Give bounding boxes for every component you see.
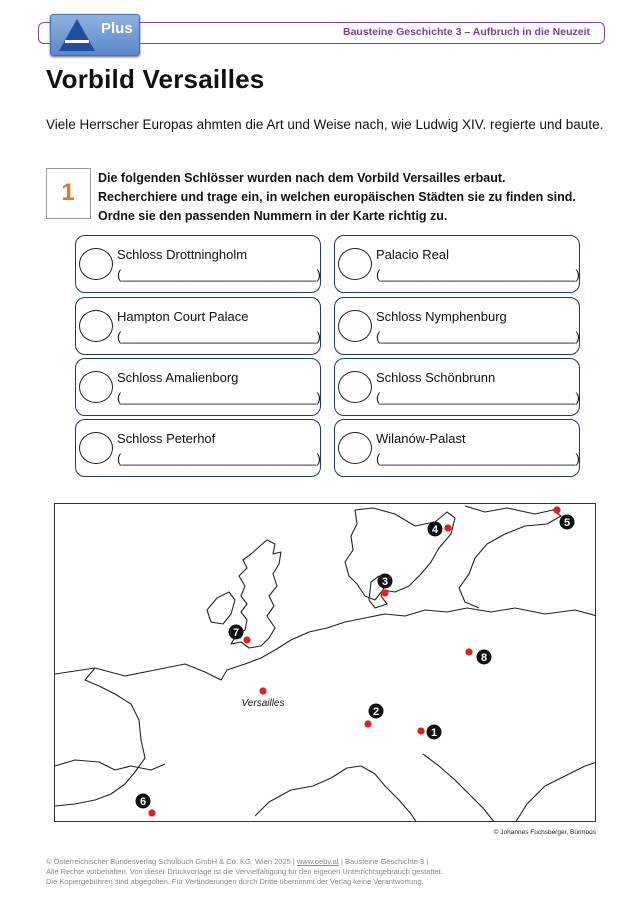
task-instructions: [98, 169, 576, 226]
footer-copyright: © Österreichischer Bundesverlag Schulbuch GmbH & Co. KG. Wien 2025 |: [46, 857, 297, 866]
svg-text:3: 3: [381, 576, 389, 588]
map-marker-3: [378, 574, 393, 589]
castle-name: Hampton Court Palace: [117, 309, 249, 324]
svg-text:2: 2: [372, 706, 380, 718]
svg-text:8: 8: [480, 652, 488, 664]
ireland-outline: [207, 592, 235, 624]
city-blank-field[interactable]: (___________________________): [376, 390, 580, 405]
task-number: 1: [61, 179, 75, 206]
map-marker-1: [427, 725, 442, 740]
triangle-logo-icon: [59, 19, 95, 51]
castle-card: [334, 358, 580, 416]
map-marker-2: [369, 704, 384, 719]
task-line: Ordne sie den passenden Nummern in der Karte richtig zu.: [98, 209, 448, 223]
location-dot-2: [364, 720, 371, 727]
location-dot-6: [148, 809, 155, 816]
svg-text:7: 7: [232, 627, 240, 639]
italy-coast-outline: [255, 766, 417, 822]
logo-bar: [65, 40, 89, 43]
number-circle-field[interactable]: [79, 371, 113, 403]
footer: [46, 857, 443, 887]
map-marker-8: [477, 650, 492, 665]
castle-name: Schloss Peterhof: [117, 431, 216, 446]
footer-line-1: [46, 857, 443, 867]
svg-text:5: 5: [563, 517, 571, 529]
location-dot-5: [553, 506, 560, 513]
castle-name: Schloss Amalienborg: [117, 370, 239, 385]
castle-card: [75, 297, 321, 355]
location-dots: [148, 506, 560, 816]
number-circle-field[interactable]: [338, 248, 372, 280]
footer-line-3: Die Kopiergebühren sind abgegolten. Für Veränderungen durch Dritte übernimmt der Verlag keine Verantwortung.: [46, 877, 424, 886]
location-dot-7: [243, 636, 250, 643]
city-blank-field[interactable]: (___________________________): [117, 451, 321, 466]
continent-coast-outline: [55, 608, 596, 680]
task-line: Recherchiere und trage ein, in welchen europäischen Städten sie zu finden sind.: [98, 190, 576, 204]
footer-line-2: Alle Rechte vorbehalten. Von dieser Druckvorlage ist die Vervielfältigung für den eigenen Unterrichtsgebrauch gestattet.: [46, 867, 443, 876]
task-line: Die folgenden Schlösser wurden nach dem Vorbild Versailles erbaut.: [98, 171, 506, 185]
city-blank-field[interactable]: (___________________________): [117, 329, 321, 344]
castle-name: Schloss Nymphenburg: [376, 309, 507, 324]
number-circle-field[interactable]: [79, 248, 113, 280]
city-blank-field[interactable]: (___________________________): [117, 390, 321, 405]
castle-card: [334, 235, 580, 293]
castle-card: [75, 358, 321, 416]
map-credit: © Johannes Fuchsberger, Bürmoos: [493, 829, 596, 836]
castle-card: [75, 419, 321, 477]
castle-name: Schloss Drottningholm: [117, 247, 248, 262]
adriatic-coast-outline: [423, 754, 495, 822]
map-marker-4: [428, 522, 443, 537]
europe-outline-map: [55, 504, 596, 822]
location-dot-1: [417, 727, 424, 734]
city-blank-field[interactable]: (___________________________): [376, 267, 580, 282]
publisher-link[interactable]: www.oebv.at: [296, 857, 339, 866]
map-marker-7: [229, 625, 244, 640]
location-dot-3: [381, 589, 388, 596]
versailles-label: Versailles: [241, 698, 285, 709]
europe-map: [54, 503, 596, 822]
svg-text:4: 4: [431, 524, 439, 536]
map-marker-6: [136, 794, 151, 809]
map-marker-5: [560, 515, 575, 530]
intro-text: Viele Herrscher Europas ahmten die Art und Weise nach, wie Ludwig XIV. regierte und baute.: [46, 117, 604, 132]
publisher-logo: [50, 14, 140, 56]
logo-text: Plus: [101, 20, 133, 37]
castle-card: [75, 235, 321, 293]
castle-name: Wilanów-Palast: [376, 431, 466, 446]
city-blank-field[interactable]: (___________________________): [376, 329, 580, 344]
location-dot-4: [444, 524, 451, 531]
number-circle-field[interactable]: [79, 432, 113, 464]
scandinavia-outline: [345, 508, 455, 600]
location-dot-8: [465, 648, 472, 655]
location-dot-versailles: [259, 687, 266, 694]
footer-series: | Bausteine Geschichte 3 |: [338, 857, 429, 866]
castle-name: Palacio Real: [376, 247, 449, 262]
number-circle-field[interactable]: [79, 310, 113, 342]
task-number-box: [46, 168, 91, 219]
svg-text:1: 1: [430, 727, 438, 739]
finland-coast-outline: [459, 506, 561, 608]
svg-text:6: 6: [139, 796, 147, 808]
balkan-coast-outline: [515, 762, 596, 822]
series-title: Bausteine Geschichte 3 – Aufbruch in die Neuzeit: [342, 26, 590, 38]
city-blank-field[interactable]: (___________________________): [376, 451, 580, 466]
city-blank-field[interactable]: (___________________________): [117, 267, 321, 282]
castle-card: [334, 419, 580, 477]
castle-card: [334, 297, 580, 355]
atlantic-coast-outline: [55, 668, 145, 806]
number-circle-field[interactable]: [338, 371, 372, 403]
number-circle-field[interactable]: [338, 310, 372, 342]
castle-name: Schloss Schönbrunn: [376, 370, 496, 385]
page-title: Vorbild Versailles: [46, 64, 265, 94]
iberia-coast-outline: [55, 760, 165, 770]
number-circle-field[interactable]: [338, 432, 372, 464]
